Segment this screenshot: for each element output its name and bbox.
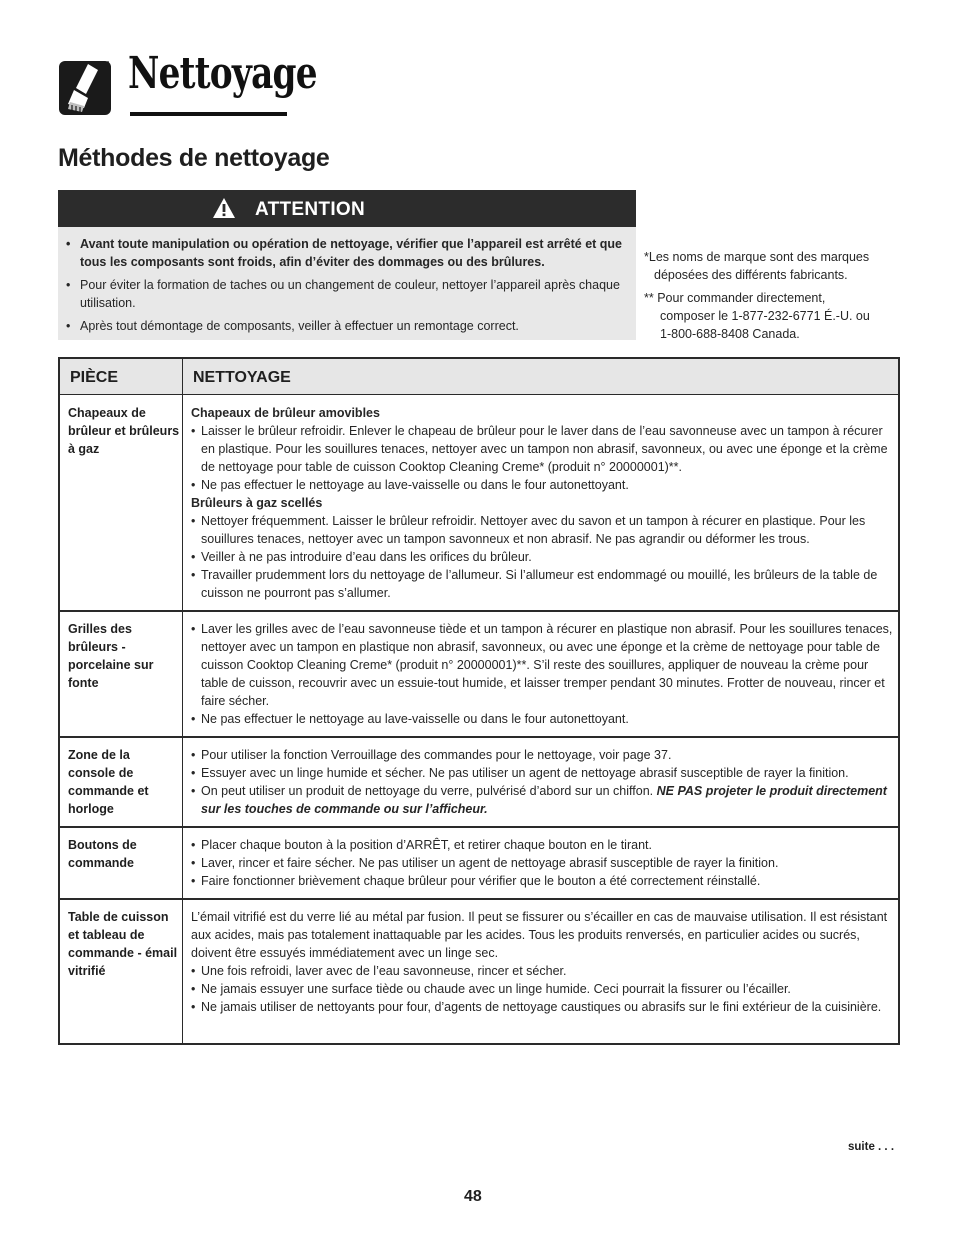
attention-label: ATTENTION [255,199,366,220]
continued-label: suite . . . [848,1141,895,1153]
footnotes [644,248,904,348]
row-content: • Placer chaque bouton à la position d’ARRÊT, et retirer chaque bouton en le tirant. • Laver, rincer et faire sécher. Ne pas utiliser un agent de nettoyage abrasif susceptible de rayer la finition. • Faire fonctionner brièvement chaque brûleur pour vérifier que le bouton a été correctement réinstallé. [191,838,779,888]
table-row [60,900,898,1043]
row-label: Grilles des brûleurs - porcelaine sur fonte [68,622,154,690]
cleaning-table [58,357,900,1045]
row-content: • Laver les grilles avec de l’eau savonneuse tiède et un tampon à récurer en plastique non abrasif. Pour les souillures tenaces, nettoyer avec un tampon en plastique non abrasif, savonneux, ou avec une éponge et la crème de nettoyage pour table de cuisson Cooktop Cleaning Creme* (produit n° 20000001)**. S’il reste des souillures, appliquer de nouveau la crème pour table de cuisson, recouvrir avec un essuie-tout humide, et laisser tremper pendant 30 minutes. Frotter de nouveau, rincer et faire sécher. • Ne pas effectuer le nettoyage au lave-vaisselle ou dans le four autonettoyant. [191,622,893,726]
warning-triangle-icon [212,197,236,219]
page-number: 48 [464,1188,482,1205]
page-header-title: Nettoyage [128,48,317,99]
table-row [60,738,898,828]
row-content: • Pour utiliser la fonction Verrouillage des commandes pour le nettoyage, voir page 37. • Essuyer avec un linge humide et sécher. Ne pas utiliser un agent de nettoyage abrasif susceptible de rayer la finition. • On peut utiliser un produit de nettoyage du verre, pulvérisé d’abord sur un chiffon. NE PAS projeter le produit directement sur les touches de commande ou sur l’afficheur. [191,748,887,816]
row-label: Zone de la console de commande et horloge [68,748,149,816]
attention-item: • Après tout démontage de composants, veiller à effectuer un remontage correct. [66,319,519,333]
row-label: Table de cuisson et tableau de commande - émail vitrifié [68,910,178,978]
table-header [60,359,898,395]
column-header-piece: PIÈCE [70,369,119,386]
row-content: Chapeaux de brûleur amovibles • Laisser le brûleur refroidir. Enlever le chapeau de brûleur pour le laver dans de l’eau savonneuse avec un tampon à récurer en plastique. Pour les souillures tenaces, nettoyer avec un tampon non abrasif, savonneux, ou avec une éponge et la crème de nettoyage pour table de cuisson Cooktop Cleaning Creme* (produit n° 20000001)**. • Ne pas effectuer le nettoyage au lave-vaisselle ou dans le four autonettoyant. Brûleurs à gaz scellés • Nettoyer fréquemment. Laisser le brûleur refroidir. Nettoyer avec du savon et un tampon à récurer en plastique. Pour les souillures tenaces, nettoyer avec un tampon savonneux et non abrasif. Ne pas agrandir ou déformer les trous. • Veiller à ne pas introduire d’eau dans les orifices du brûleur. • Travailler prudemment lors du nettoyage de l’allumeur. Si l’allumeur est endommagé ou mouillé, les brûleurs de la table de cuisson ne pourront pas s’allumer. [191,406,888,600]
attention-body [58,227,636,340]
section-title: Méthodes de nettoyage [58,144,330,172]
header-rule [130,112,287,116]
row-label: Chapeaux de brûleur et brûleurs à gaz [68,406,180,456]
attention-item: • Pour éviter la formation de taches ou un changement de couleur, nettoyer l’appareil après chaque utilisation. [66,278,620,310]
table-row [60,828,898,900]
trademark-note: *Les noms de marque sont des marques déposées des différents fabricants. [644,250,870,282]
row-content: L’émail vitrifié est du verre lié au métal par fusion. Il peut se fissurer ou s’écailler en cas de mauvaise utilisation. Il est résistant aux acides, mais pas totalement inattaquable par les acides. Tous les produits renversés, en particulier acides ou sucrés, doivent être essuyés immédiatement avec un linge sec. • Une fois refroidi, laver avec de l’eau savonneuse, rincer et sécher. • Ne jamais essuyer une surface tiède ou chaude avec un linge humide. Ceci pourrait la fissurer ou l’écailler. • Ne jamais utiliser de nettoyants pour four, d’agents de nettoyage caustiques ou abrasifs sur le fini extérieur de la cuisinière. [191,910,888,1014]
column-header-nettoyage: NETTOYAGE [193,369,291,386]
cleaning-brush-icon [58,58,112,116]
row-label: Boutons de commande [68,838,137,870]
order-note: ** Pour commander directement, composer le 1-877-232-6771 É.-U. ou 1-800-688-8408 Canada. [644,291,870,341]
attention-item: • Avant toute manipulation ou opération de nettoyage, vérifier que l’appareil est arrêté et que tous les composants sont froids, afin d’éviter des dommages ou des brûlures. [66,237,623,269]
table-row [60,612,898,738]
table-row [60,396,898,612]
